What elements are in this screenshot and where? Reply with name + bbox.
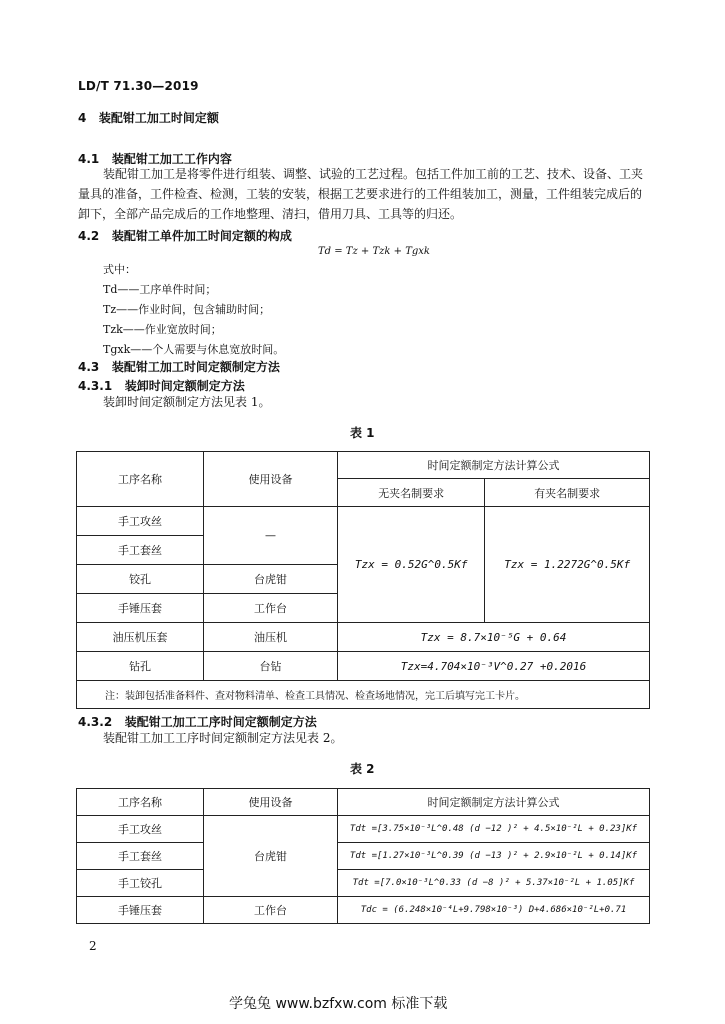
t1-formula-drill: Tzx=4.704×10⁻³V^0.27 +0.2016	[338, 652, 650, 681]
formula-definitions: 式中： Td——工序单件时间； Tz——作业时间，包含辅助时间； Tzk——作业宽放时间； Tgxk——个人需要与休息宽放时间。	[103, 263, 285, 356]
t1-header-name: 工序名称	[77, 452, 204, 507]
t1-row-equip: 台虎钳	[204, 565, 338, 594]
section-4-heading: 4 装配钳工加工时间定额	[78, 111, 219, 125]
section-4-1-heading: 4.1 装配钳工加工工作内容	[78, 152, 232, 166]
section-4-3-1-paragraph: 装卸时间定额制定方法见表 1。	[103, 395, 271, 409]
t2-row-formula: Tdc = (6.248×10⁻⁴L+9.798×10⁻³) D+4.686×10⁻²L+0.71	[338, 897, 650, 924]
t1-row-equip: 台钻	[204, 652, 338, 681]
t1-row-name: 油压机压套	[77, 623, 204, 652]
table-1-caption: 表 1	[350, 426, 375, 440]
section-4-1-paragraph: 装配钳工加工是将零件进行组装、调整、试验的工艺过程。包括工件加工前的工艺、技术、设备、工夹 量具的准备，工件检查、检测，工装的安装，根据工艺要求进行的工件组装加工，测量，工件组装完成后的 卸下，全部产品完成后的工作地整理、清扫，借用刀具、工具等的归还。	[78, 167, 644, 221]
t1-header-formula: 时间定额制定方法计算公式	[338, 452, 650, 479]
t1-header-with-requirement: 有夹名制要求	[485, 479, 650, 507]
formula-td: Td = Tz + Tzk + Tgxk	[318, 246, 430, 257]
t2-equip-vise: 台虎钳	[204, 816, 338, 897]
t1-row-name: 钻孔	[77, 652, 204, 681]
t1-row-name: 铰孔	[77, 565, 204, 594]
t2-row-name: 手工套丝	[77, 843, 204, 870]
t2-row-name: 手工铰孔	[77, 870, 204, 897]
t2-equip-bench: 工作台	[204, 897, 338, 924]
t1-header-no-requirement: 无夹名制要求	[338, 479, 485, 507]
t1-note: 注：装卸包括准备料件、查对物料清单、检查工具情况、检查场地情况，完工后填写完工卡片。	[77, 681, 650, 709]
t2-row-formula: Tdt =[1.27×10⁻³L^0.39 (d −13 )² + 2.9×10⁻²L + 0.14]Kf	[338, 843, 650, 870]
t1-row-name: 手锤压套	[77, 594, 204, 623]
t2-row-formula: Tdt =[3.75×10⁻³L^0.48 (d −12 )² + 4.5×10⁻²L + 0.23]Kf	[338, 816, 650, 843]
page-number: 2	[89, 939, 97, 953]
standard-code: LD/T 71.30—2019	[78, 79, 199, 93]
t2-header-formula: 时间定额制定方法计算公式	[338, 789, 650, 816]
t1-header-equip: 使用设备	[204, 452, 338, 507]
table-1	[76, 451, 650, 709]
t1-row-name: 手工套丝	[77, 536, 204, 565]
t1-formula-no-req: Tzx = 0.52G^0.5Kf	[338, 507, 485, 623]
section-4-2-heading: 4.2 装配钳工单件加工时间定额的构成	[78, 229, 292, 243]
section-4-3-heading: 4.3 装配钳工加工时间定额制定方法	[78, 360, 280, 374]
t2-header-equip: 使用设备	[204, 789, 338, 816]
footer-watermark: 学兔兔 www.bzfxw.com 标准下载	[229, 996, 448, 1012]
t1-formula-oil-press: Tzx = 8.7×10⁻⁵G + 0.64	[338, 623, 650, 652]
t2-row-name: 手锤压套	[77, 897, 204, 924]
table-2	[76, 788, 650, 924]
t1-formula-with-req: Tzx = 1.2272G^0.5Kf	[485, 507, 650, 623]
t2-header-name: 工序名称	[77, 789, 204, 816]
section-4-3-1-heading: 4.3.1 装卸时间定额制定方法	[78, 379, 245, 393]
t1-row-equip: 工作台	[204, 594, 338, 623]
t2-row-name: 手工攻丝	[77, 816, 204, 843]
table-2-caption: 表 2	[350, 762, 375, 776]
t1-row-equip: 油压机	[204, 623, 338, 652]
t2-row-formula: Tdt =[7.0×10⁻³L^0.33 (d −8 )² + 5.37×10⁻²L + 1.05]Kf	[338, 870, 650, 897]
section-4-3-2-paragraph: 装配钳工加工工序时间定额制定方法见表 2。	[103, 731, 343, 745]
t1-row-name: 手工攻丝	[77, 507, 204, 536]
t1-row-equip: —	[204, 507, 338, 565]
section-4-3-2-heading: 4.3.2 装配钳工加工工序时间定额制定方法	[78, 715, 317, 729]
